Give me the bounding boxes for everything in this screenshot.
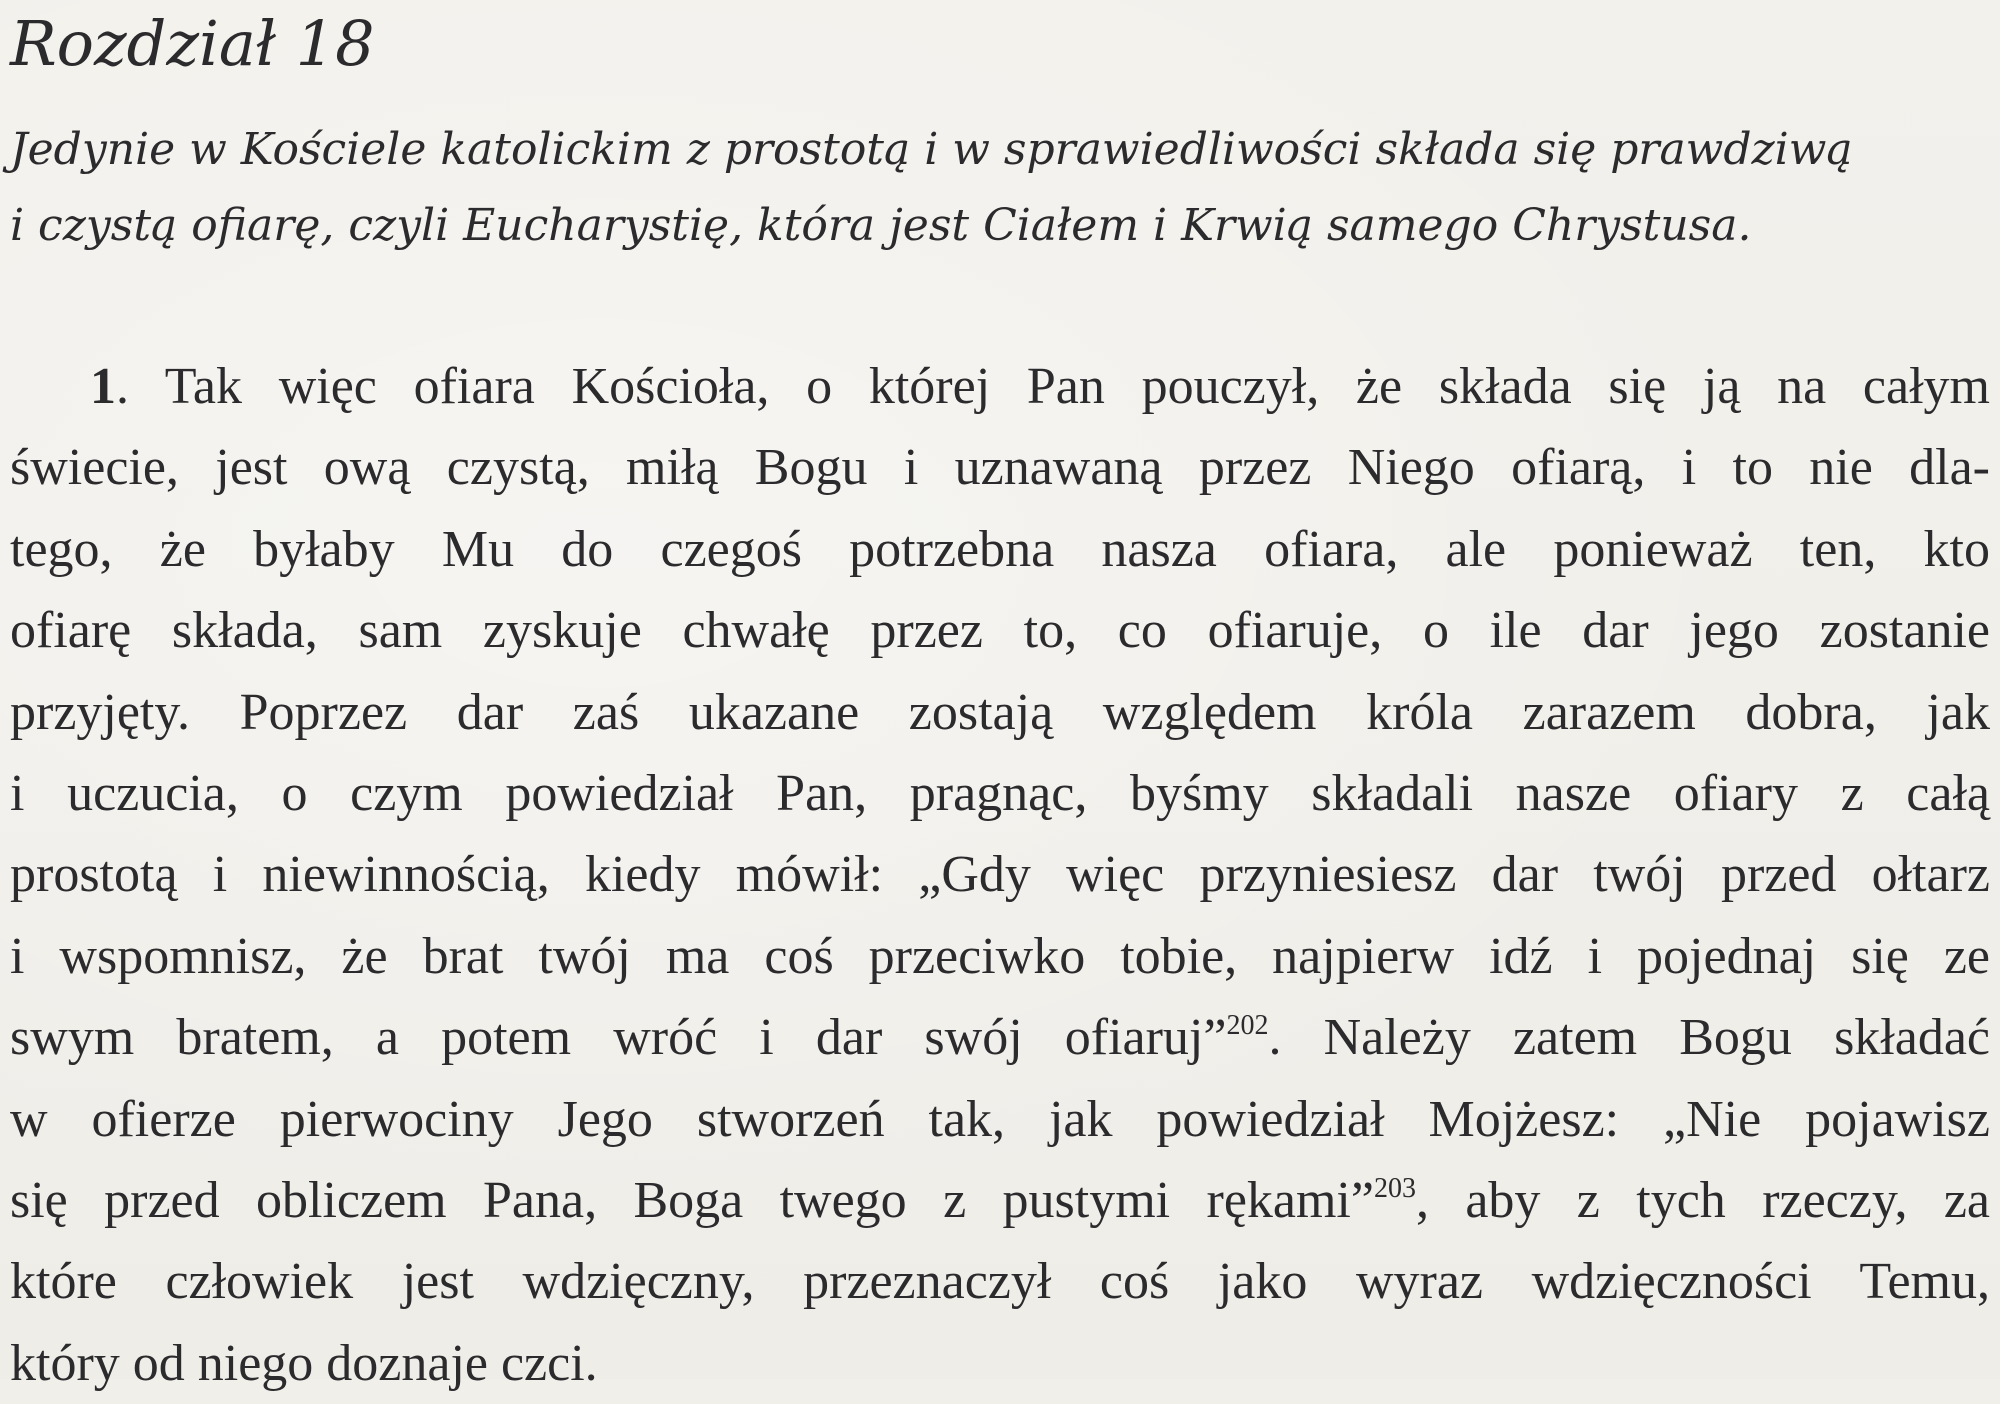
- text-line-12: które człowiek jest wdzięczny, przeznaczył coś jako wyraz wdzięczności Temu,: [10, 1253, 1990, 1311]
- text-line-5: przyjęty. Poprzez dar zaś ukazane zostają względem króla zarazem dobra, jak: [10, 683, 1990, 741]
- text-line-11: [10, 1160, 1990, 1241]
- paragraph-1: [10, 346, 1990, 1404]
- text-line-3: tego, że byłaby Mu do czegoś potrzebna nasza ofiara, ale ponieważ ten, kto: [10, 520, 1990, 578]
- text-line-7: prostotą i niewinnością, kiedy mówił: „Gdy więc przyniesiesz dar twój przed ołtarz: [10, 846, 1990, 904]
- subtitle-line-2: i czystą ofiarę, czyli Eucharystię, która jest Ciałem i Krwią samego Chrystusa.: [10, 200, 1752, 251]
- text-line-8: i wspomnisz, że brat twój ma coś przeciwko tobie, najpierw idź i pojednaj się ze: [10, 927, 1990, 985]
- footnote-ref-203[interactable]: 203: [1373, 1173, 1416, 1205]
- text-line-13: który od niego doznaje czci.: [10, 1334, 598, 1392]
- text-line-11-start: się przed obliczem Pana, Boga twego z pustymi rękami”: [10, 1172, 1374, 1230]
- text-line-9: [10, 997, 1990, 1078]
- chapter-title: Rozdział 18: [10, 7, 375, 80]
- chapter-subtitle: [10, 112, 1853, 264]
- text-line-6: i uczucia, o czym powiedział Pan, pragnąc, byśmy składali nasze ofiary z całą: [10, 765, 1990, 823]
- text-line-9-end: . Należy zatem Bogu składać: [1268, 1009, 1990, 1067]
- text-line: [10, 346, 1990, 427]
- text-line-2: świecie, jest ową czystą, miłą Bogu i uznawaną przez Niego ofiarą, i to nie dla-: [10, 439, 1990, 497]
- subtitle-line-1: Jedynie w Kościele katolickim z prostotą i w sprawiedliwości składa się prawdziwą: [10, 124, 1853, 175]
- footnote-ref-202[interactable]: 202: [1226, 1010, 1269, 1042]
- text-line-4: ofiarę składa, sam zyskuje chwałę przez to, co ofiaruje, o ile dar jego zostanie: [10, 602, 1990, 660]
- text-line-10: w ofierze pierwociny Jego stworzeń tak, jak powiedział Mojżesz: „Nie pojawisz: [10, 1090, 1990, 1148]
- text-line-9-start: swym bratem, a potem wróć i dar swój ofiaruj”: [10, 1009, 1227, 1067]
- text-line-1: . Tak więc ofiara Kościoła, o której Pan pouczył, że składa się ją na całym: [116, 358, 1990, 415]
- paragraph-number: 1: [90, 358, 116, 415]
- text-line-11-end: , aby z tych rzeczy, za: [1415, 1172, 1990, 1230]
